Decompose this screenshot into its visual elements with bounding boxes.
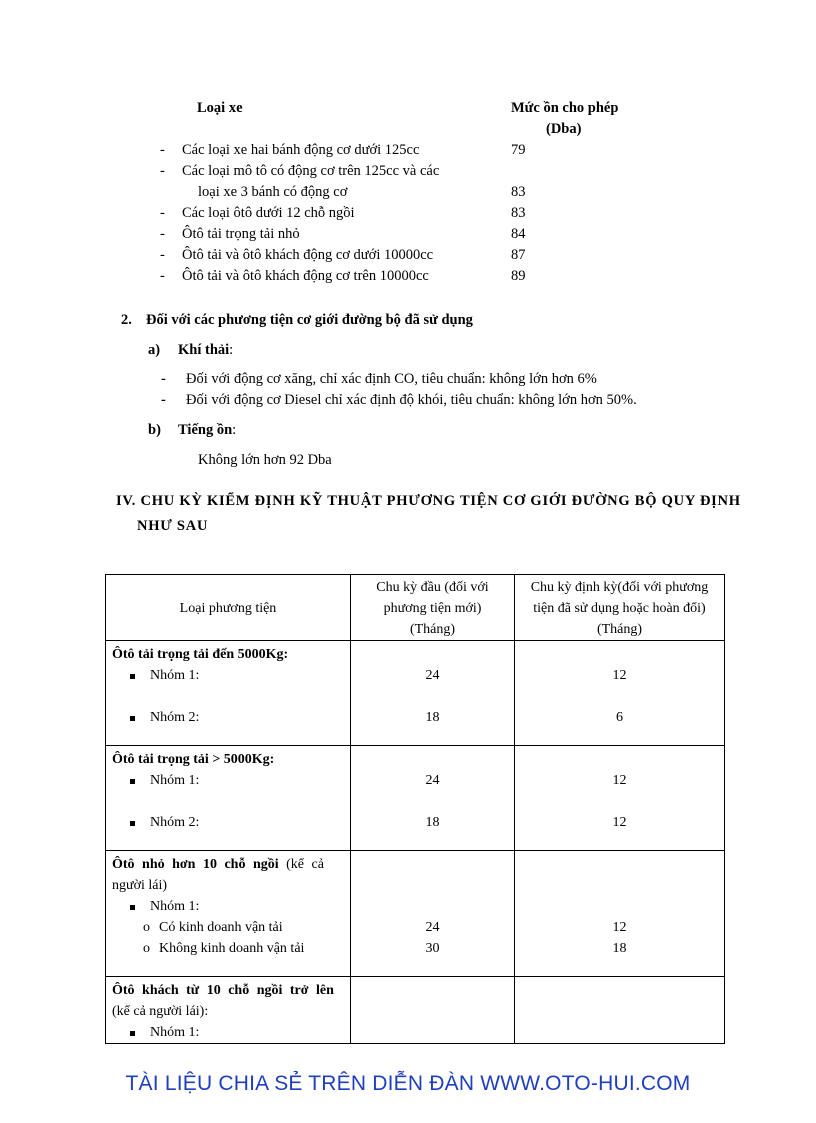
periodic-cycle-cell — [515, 851, 725, 977]
vehicle-type-cell — [106, 746, 351, 851]
cycle-value: 24 — [425, 773, 440, 788]
section-4-title: IV. CHU KỲ KIỂM ĐỊNH KỸ THUẬT PHƯƠNG TIỆN CƠ GIỚI ĐƯỜNG BỘ QUY ĐỊNH — [116, 493, 741, 509]
vehicle-label: Ôtô tải và ôtô khách động cơ dưới 10000cc — [182, 247, 434, 263]
table-row — [106, 977, 725, 1044]
sub-item — [106, 938, 350, 959]
header-label: Chu kỳ định kỳ(đối với phương — [530, 580, 709, 595]
list-item — [0, 226, 816, 247]
square-bullet-icon — [130, 821, 135, 826]
noise-value: 89 — [511, 268, 526, 284]
cycle-value: 18 — [425, 710, 440, 725]
subsection-a-title: Khí thải — [178, 342, 230, 358]
col-vehicle-header: Loại xe — [197, 100, 243, 116]
dash-marker: - — [160, 247, 165, 263]
square-bullet-icon — [130, 674, 135, 679]
dash-marker: - — [160, 226, 165, 242]
noise-value: 87 — [511, 247, 526, 263]
group-label: Nhóm 1: — [150, 773, 200, 788]
circle-bullet-icon: o — [143, 941, 150, 956]
dash-marker: - — [160, 205, 165, 221]
group-title-bold: Ôtô nhỏ hơn 10 chỗ ngồi — [112, 857, 279, 872]
sub-label: Có kinh doanh vận tải — [159, 920, 283, 935]
square-bullet-icon — [130, 779, 135, 784]
group-label: Nhóm 2: — [150, 815, 200, 830]
header-vehicle-type — [106, 575, 351, 641]
cycle-value: 12 — [612, 815, 627, 830]
group-title-cont: người lái) — [112, 878, 168, 893]
vehicle-label: Các loại xe hai bánh động cơ dưới 125cc — [182, 142, 420, 158]
sub-label: Không kinh doanh vận tải — [159, 941, 305, 956]
header-label: Chu kỳ đầu (đối với — [376, 580, 489, 595]
header-label: tiện đã sử dụng hoặc hoàn đổi) — [533, 601, 706, 616]
list-item — [0, 184, 816, 205]
vehicle-type-cell — [106, 851, 351, 977]
header-periodic-cycle — [515, 575, 725, 641]
subsection-b-label: b) — [148, 422, 161, 438]
group-item — [106, 896, 350, 917]
group-item — [106, 770, 350, 791]
first-cycle-cell — [351, 977, 515, 1044]
vehicle-label: Các loại ôtô dưới 12 chỗ ngồi — [182, 205, 355, 221]
group-item — [106, 1022, 350, 1043]
group-item — [106, 707, 350, 728]
header-label: phương tiện mới) — [383, 601, 482, 616]
noise-value: 84 — [511, 226, 526, 242]
table-row — [106, 641, 725, 746]
colon: : — [229, 342, 234, 358]
noise-value: 79 — [511, 142, 526, 158]
cycle-value: 12 — [612, 920, 627, 935]
vehicle-type-cell — [106, 641, 351, 746]
noise-value: 83 — [511, 205, 526, 221]
section-4-title-cont: NHƯ SAU — [137, 518, 209, 534]
subsection-b-heading — [178, 422, 236, 439]
group-item — [106, 665, 350, 686]
col-noise-header: Mức ồn cho phép — [511, 100, 619, 116]
list-item — [0, 247, 816, 268]
first-cycle-cell — [351, 641, 515, 746]
table-row — [106, 746, 725, 851]
col-noise-unit: (Dba) — [546, 121, 582, 137]
vehicle-label: Ôtô tải và ôtô khách động cơ trên 10000cc — [182, 268, 429, 284]
dash-marker: - — [160, 163, 165, 179]
group-label: Nhóm 1: — [150, 899, 200, 914]
inspection-cycle-table — [105, 574, 725, 1044]
dash-marker: - — [161, 371, 166, 387]
square-bullet-icon — [130, 716, 135, 721]
dash-marker: - — [161, 392, 166, 408]
subsection-b-title: Tiếng ồn — [178, 422, 233, 438]
cycle-value: 18 — [612, 941, 627, 956]
group-title-rest: (kể cả — [278, 857, 324, 872]
header-label: Loại phương tiện — [179, 601, 277, 616]
first-cycle-cell — [351, 746, 515, 851]
footer-banner: TÀI LIỆU CHIA SẺ TRÊN DIỄN ĐÀN WWW.OTO-HUI.COM — [125, 1072, 691, 1095]
group-title — [106, 854, 350, 875]
table-header-row — [106, 575, 725, 641]
colon: : — [232, 422, 237, 438]
square-bullet-icon — [130, 1031, 135, 1036]
cycle-value: 18 — [425, 815, 440, 830]
subsection-a-label: a) — [148, 342, 161, 358]
vehicle-label: Ôtô tải trọng tải nhỏ — [182, 226, 300, 242]
first-cycle-cell — [351, 851, 515, 977]
dash-marker: - — [160, 268, 165, 284]
group-item — [106, 812, 350, 833]
noise-limit-text: Không lớn hơn 92 Dba — [198, 452, 332, 468]
group-label: Nhóm 1: — [150, 668, 200, 683]
dash-marker: - — [160, 142, 165, 158]
header-first-cycle — [351, 575, 515, 641]
emission-item: Đối với động cơ Diesel chỉ xác định độ khói, tiêu chuẩn: không lớn hơn 50%. — [186, 392, 637, 408]
section-2-title: Đối với các phương tiện cơ giới đường bộ đã sử dụng — [146, 312, 473, 328]
emission-item: Đối với động cơ xăng, chỉ xác định CO, tiêu chuẩn: không lớn hơn 6% — [186, 371, 597, 387]
square-bullet-icon — [130, 905, 135, 910]
group-title-cont: (kể cả người lái): — [112, 1004, 209, 1019]
cycle-value: 24 — [425, 668, 440, 683]
group-title: Ôtô khách từ 10 chỗ ngồi trở lên — [112, 983, 334, 998]
sub-item — [106, 917, 350, 938]
cycle-value: 12 — [612, 773, 627, 788]
periodic-cycle-cell — [515, 977, 725, 1044]
cycle-value: 6 — [616, 710, 623, 725]
list-item — [0, 142, 816, 163]
cycle-value: 30 — [425, 941, 440, 956]
vehicle-label: loại xe 3 bánh có động cơ — [198, 184, 348, 200]
periodic-cycle-cell — [515, 641, 725, 746]
vehicle-type-cell — [106, 977, 351, 1044]
group-title: Ôtô tải trọng tải đến 5000Kg: — [112, 647, 289, 662]
noise-value: 83 — [511, 184, 526, 200]
section-2-number: 2. — [121, 312, 132, 328]
vehicle-label: Các loại mô tô có động cơ trên 125cc và các — [182, 163, 440, 179]
periodic-cycle-cell — [515, 746, 725, 851]
group-label: Nhóm 2: — [150, 710, 200, 725]
subsection-a-heading — [178, 342, 233, 359]
list-item — [0, 205, 816, 226]
cycle-value: 12 — [612, 668, 627, 683]
list-item — [0, 268, 816, 289]
group-title: Ôtô tải trọng tải > 5000Kg: — [112, 752, 275, 767]
header-label: (Tháng) — [596, 622, 643, 637]
table-row — [106, 851, 725, 977]
group-label: Nhóm 1: — [150, 1025, 200, 1040]
header-label: (Tháng) — [409, 622, 456, 637]
cycle-value: 24 — [425, 920, 440, 935]
circle-bullet-icon: o — [143, 920, 150, 935]
list-item — [0, 163, 816, 184]
